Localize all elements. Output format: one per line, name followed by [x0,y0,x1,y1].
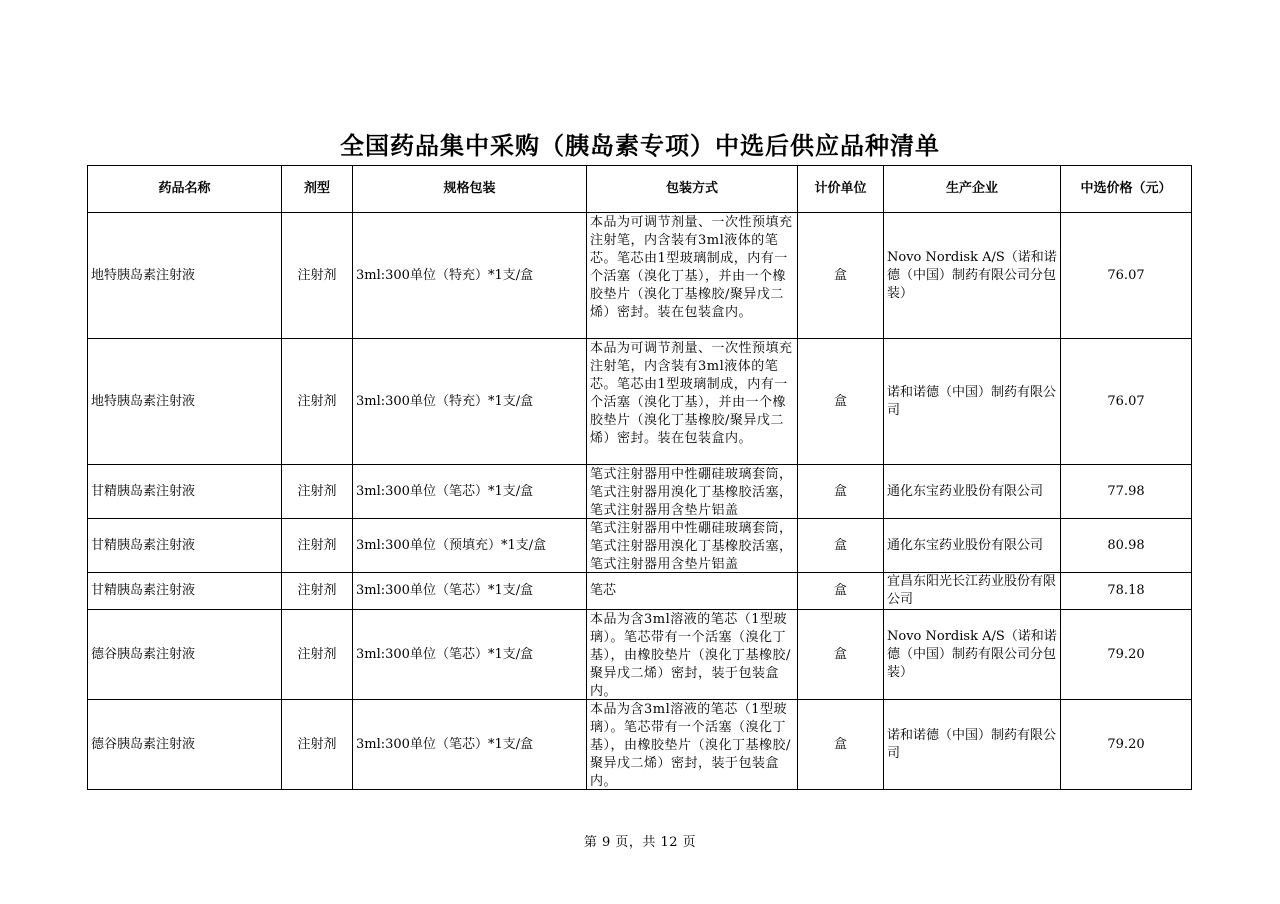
header-unit: 计价单位 [798,166,884,213]
drug-name-cell: 甘精胰岛素注射液 [88,573,282,610]
table-row [88,700,1192,790]
drug-name-cell: 地特胰岛素注射液 [88,339,282,465]
table-row [88,465,1192,519]
dosage-form-cell: 注射剂 [282,573,353,610]
dosage-form-cell: 注射剂 [282,213,353,339]
dosage-form-cell: 注射剂 [282,339,353,465]
dosage-form-cell: 注射剂 [282,610,353,700]
drug-name-cell: 德谷胰岛素注射液 [88,610,282,700]
spec-cell: 3ml:300单位（笔芯）*1支/盒 [353,465,587,519]
spec-cell: 3ml:300单位（特充）*1支/盒 [353,213,587,339]
packaging-cell: 本品为可调节剂量、一次性预填充注射笔，内含装有3ml液体的笔芯。笔芯由1型玻璃制成，内有一个活塞（溴化丁基），并由一个橡胶垫片（溴化丁基橡胶/聚异戊二烯）密封。装在包装盒内。 [590,340,793,446]
drug-name-cell: 德谷胰岛素注射液 [88,700,282,790]
table-row [88,573,1192,610]
unit-cell: 盒 [798,573,884,610]
spec-cell: 3ml:300单位（特充）*1支/盒 [353,339,587,465]
header-packaging: 包装方式 [587,166,798,213]
packaging-cell: 本品为可调节剂量、一次性预填充注射笔，内含装有3ml液体的笔芯。笔芯由1型玻璃制成，内有一个活塞（溴化丁基），并由一个橡胶垫片（溴化丁基橡胶/聚异戊二烯）密封。装在包装盒内。 [590,214,793,320]
unit-cell: 盒 [798,213,884,339]
packaging-cell: 笔式注射器用中性硼硅玻璃套筒，笔式注射器用溴化丁基橡胶活塞，笔式注射器用含垫片铝盖 [590,466,793,518]
drug-name-cell: 地特胰岛素注射液 [88,213,282,339]
table-row [88,213,1192,339]
company-cell: 诺和诺德（中国）制药有限公司 [884,339,1061,465]
dosage-form-cell: 注射剂 [282,700,353,790]
company-cell: 诺和诺德（中国）制药有限公司 [884,700,1061,790]
price-cell: 77.98 [1061,465,1192,519]
spec-cell: 3ml:300单位（笔芯）*1支/盒 [353,700,587,790]
company-cell: 宜昌东阳光长江药业股份有限公司 [884,573,1061,610]
unit-cell: 盒 [798,610,884,700]
price-cell: 76.07 [1061,339,1192,465]
header-company: 生产企业 [884,166,1061,213]
page-title: 全国药品集中采购（胰岛素专项）中选后供应品种清单 [340,132,940,160]
dosage-form-cell: 注射剂 [282,519,353,573]
table-row [88,610,1192,700]
spec-cell: 3ml:300单位（笔芯）*1支/盒 [353,610,587,700]
price-cell: 80.98 [1061,519,1192,573]
spec-cell: 3ml:300单位（笔芯）*1支/盒 [353,573,587,610]
price-cell: 76.07 [1061,213,1192,339]
header-drug-name: 药品名称 [88,166,282,213]
unit-cell: 盒 [798,339,884,465]
spec-cell: 3ml:300单位（预填充）*1支/盒 [353,519,587,573]
drug-table [87,165,1192,790]
unit-cell: 盒 [798,465,884,519]
price-cell: 79.20 [1061,610,1192,700]
company-cell: 通化东宝药业股份有限公司 [884,465,1061,519]
company-cell: 通化东宝药业股份有限公司 [884,519,1061,573]
drug-name-cell: 甘精胰岛素注射液 [88,465,282,519]
packaging-cell: 笔芯 [587,573,798,610]
page-number-footer: 第 9 页，共 12 页 [583,835,697,850]
header-price: 中选价格（元） [1061,166,1192,213]
company-cell: Novo Nordisk A/S（诺和诺德（中国）制药有限公司分包装） [884,213,1061,339]
header-spec: 规格包装 [353,166,587,213]
table-row [88,339,1192,465]
table-row [88,519,1192,573]
packaging-cell: 本品为含3ml溶液的笔芯（1型玻璃）。笔芯带有一个活塞（溴化丁基），由橡胶垫片（溴化丁基橡胶/聚异戊二烯）密封，装于包装盒内。 [590,701,791,789]
unit-cell: 盒 [798,700,884,790]
packaging-cell: 本品为含3ml溶液的笔芯（1型玻璃）。笔芯带有一个活塞（溴化丁基），由橡胶垫片（溴化丁基橡胶/聚异戊二烯）密封，装于包装盒内。 [590,611,791,699]
dosage-form-cell: 注射剂 [282,465,353,519]
company-cell: Novo Nordisk A/S（诺和诺德（中国）制药有限公司分包装） [884,610,1061,700]
header-dosage-form: 剂型 [282,166,353,213]
drug-name-cell: 甘精胰岛素注射液 [88,519,282,573]
table-header-row [88,166,1192,213]
unit-cell: 盒 [798,519,884,573]
packaging-cell: 笔式注射器用中性硼硅玻璃套筒，笔式注射器用溴化丁基橡胶活塞，笔式注射器用含垫片铝盖 [590,520,793,572]
price-cell: 79.20 [1061,700,1192,790]
price-cell: 78.18 [1061,573,1192,610]
